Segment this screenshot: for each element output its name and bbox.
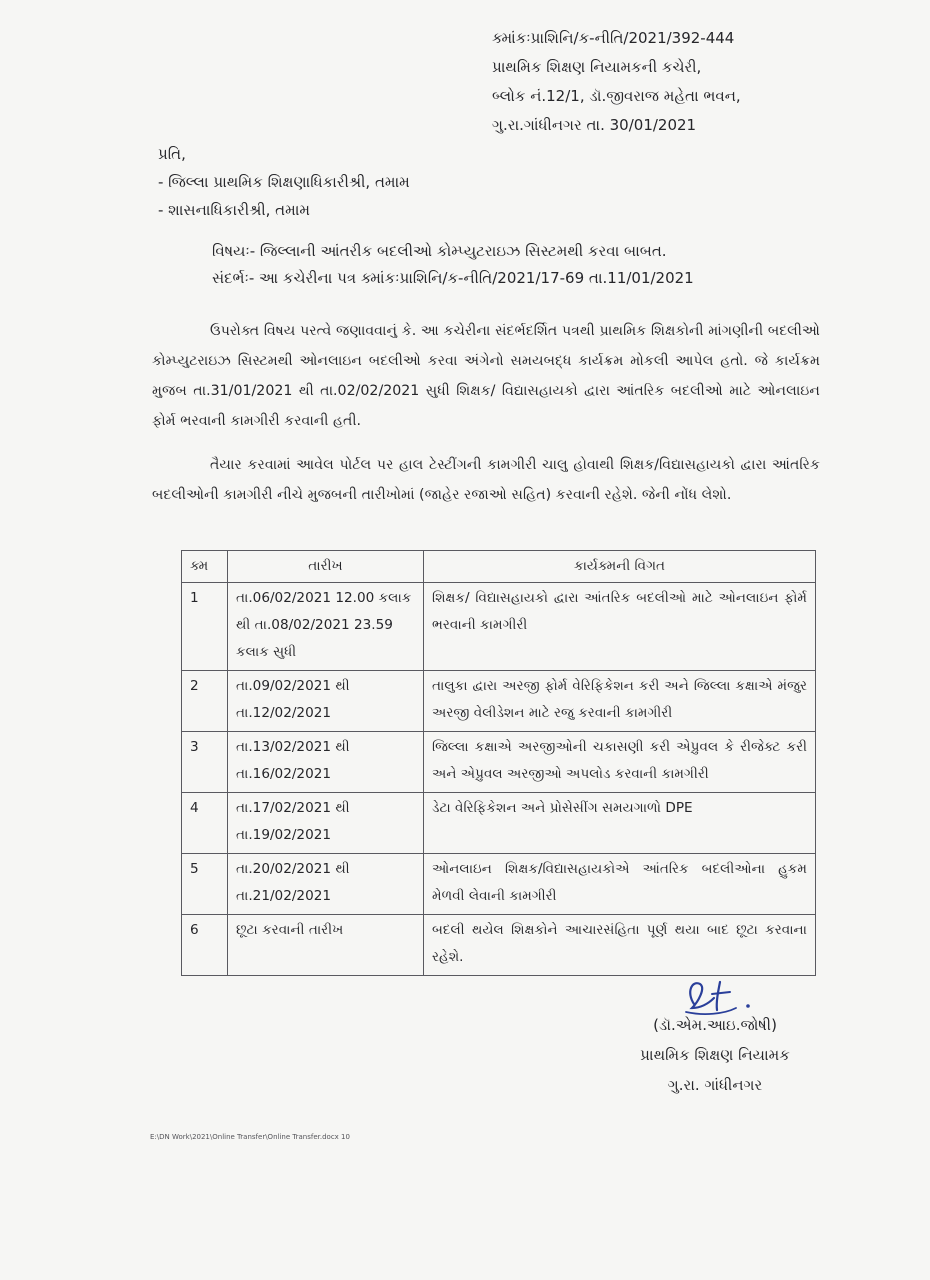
row-details: શિક્ષક/ વિદ્યાસહાયકો દ્વારા આંતરિક બદલીઓ માટે ઓનલાઇન ફોર્મ ભરવાની કામગીરી <box>424 583 816 671</box>
row-serial: 6 <box>182 915 228 976</box>
signature-block <box>600 1010 830 1100</box>
letter-header <box>492 24 741 140</box>
row-details: જિલ્લા કક્ષાએ અરજીઓની ચકાસણી કરી એપ્રુવલ કે રીજેક્ટ કરી અને એપ્રુવલ અરજીઓ અપલોડ કરવાની કામગીરી <box>424 732 816 793</box>
row-date: તા.09/02/2021 થી તા.12/02/2021 <box>228 671 424 732</box>
signatory-name: (ડૉ.એમ.આઇ.જોષી) <box>653 1016 777 1034</box>
row-details: ડેટા વેરિફિકેશન અને પ્રોસેસીંગ સમયગાળો DPE <box>424 793 816 854</box>
row-details: ઓનલાઇન શિક્ષક/વિદ્યાસહાયકોએ આંતરિક બદલીઓના હુકમ મેળવી લેવાની કામગીરી <box>424 854 816 915</box>
recipients-block <box>158 140 410 224</box>
row-date: છૂટા કરવાની તારીખ <box>228 915 424 976</box>
recipient-line-1: - જિલ્લા પ્રાથમિક શિક્ષણાધિકારીશ્રી, તમામ <box>158 173 410 191</box>
row-serial: 3 <box>182 732 228 793</box>
reference-line: સંદર્ભઃ- આ કચેરીના પત્ર ક્માંકઃપ્રાશિનિ/ક-નીતિ/2021/17-69 તા.11/01/2021 <box>212 269 694 287</box>
table-header-row <box>182 551 816 583</box>
row-serial: 4 <box>182 793 228 854</box>
row-serial: 2 <box>182 671 228 732</box>
column-header-serial: ક્મ <box>182 551 228 583</box>
table-row <box>182 915 816 976</box>
schedule-table <box>181 550 816 976</box>
reference-number: ક્માંકઃપ્રાશિનિ/ક-નીતિ/2021/392-444 <box>492 29 735 47</box>
row-date: તા.13/02/2021 થી તા.16/02/2021 <box>228 732 424 793</box>
column-header-date: તારીખ <box>228 551 424 583</box>
office-name: પ્રાથમિક શિક્ષણ નિયામકની કચેરી, <box>492 58 702 76</box>
row-serial: 1 <box>182 583 228 671</box>
row-date: તા.17/02/2021 થી તા.19/02/2021 <box>228 793 424 854</box>
row-serial: 5 <box>182 854 228 915</box>
column-header-details: કાર્યક્મની વિગત <box>424 551 816 583</box>
table-row <box>182 671 816 732</box>
table-row <box>182 793 816 854</box>
letter-date: ગુ.રા.ગાંધીનગર તા. 30/01/2021 <box>492 116 697 134</box>
row-date: તા.06/02/2021 12.00 કલાક થી તા.08/02/2021 23.59 કલાક સુધી <box>228 583 424 671</box>
subject-line: વિષયઃ- જિલ્લાની આંતરીક બદલીઓ કોમ્પ્યુટરાઇઝ સિસ્ટમથી કરવા બાબત. <box>212 242 667 260</box>
subject-block <box>212 238 694 292</box>
file-path-footer: E:\DN Work\2021\Online Transfer\Online Transfer.docx 10 <box>150 1133 350 1141</box>
table-row <box>182 732 816 793</box>
office-address: બ્લોક નં.12/1, ડૉ.જીવરાજ મહેતા ભવન, <box>492 87 741 105</box>
recipient-line-2: - શાસનાધિકારીશ્રી, તમામ <box>158 201 310 219</box>
prati-label: પ્રતિ, <box>158 145 186 163</box>
row-date: તા.20/02/2021 થી તા.21/02/2021 <box>228 854 424 915</box>
signatory-place: ગુ.રા. ગાંધીનગર <box>667 1076 763 1094</box>
table-row <box>182 583 816 671</box>
row-details: તાલુકા દ્વારા અરજી ફોર્મ વેરિફિકેશન કરી અને જિલ્લા કક્ષાએ મંજુર અરજી વેલીડેશન માટે રજુ કરવાની કામગીરી <box>424 671 816 732</box>
body-paragraph-1: ઉપરોક્ત વિષય પરત્વે જણાવવાનું કે. આ કચેરીના સંદર્ભદર્શિત પત્રથી પ્રાથમિક શિક્ષકોની માંગણીની બદલીઓ કોમ્પ્યુટરાઇઝ સિસ્ટમથી ઓનલાઇન બદલીઓ કરવા અંગેનો સમયબદ્ધ કાર્યક્રમ મોકલી આપેલ હતો. જે કાર્યક્રમ મુજબ તા.31/01/2021 થી તા.02/02/2021 સુધી શિક્ષક/ વિદ્યાસહાયકો દ્વારા આંતરિક બદલીઓ માટે ઓનલાઇન ફોર્મ ભરવાની કામગીરી કરવાની હતી. <box>152 323 820 429</box>
body-paragraph-2: તૈયાર કરવામાં આવેલ પોર્ટલ પર હાલ ટેસ્ટીંગની કામગીરી ચાલુ હોવાથી શિક્ષક/વિદ્યાસહાયકો દ્વારા આંતરિક બદલીઓની કામગીરી નીચે મુજબની તારીખોમાં (જાહેર રજાઓ સહિત) કરવાની રહેશે. જેની નોંધ લેશો. <box>152 457 820 503</box>
row-details: બદલી થયેલ શિક્ષકોને આચારસંહિતા પૂર્ણ થયા બાદ છૂટા કરવાના રહેશે. <box>424 915 816 976</box>
signatory-designation: પ્રાથમિક શિક્ષણ નિયામક <box>640 1046 790 1064</box>
table-row <box>182 854 816 915</box>
